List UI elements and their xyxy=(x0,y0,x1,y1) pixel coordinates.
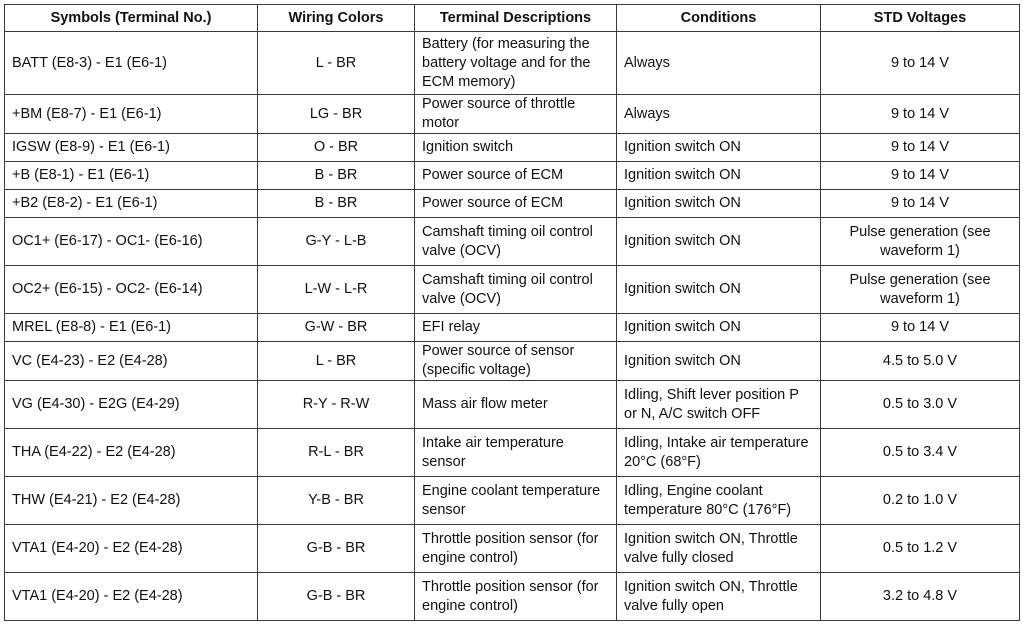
cell-conditions: Ignition switch ON xyxy=(617,314,821,342)
cell-wiring-colors: G-W - BR xyxy=(258,314,415,342)
table-row xyxy=(5,32,1020,95)
cell-terminal-description: Ignition switch xyxy=(415,134,617,162)
cell-terminal-description: Intake air temperature sensor xyxy=(415,429,617,477)
cell-terminal-description: Engine coolant temperature sensor xyxy=(415,477,617,525)
cell-symbol: THA (E4-22) - E2 (E4-28) xyxy=(5,429,258,477)
cell-wiring-colors: R-Y - R-W xyxy=(258,381,415,429)
cell-std-voltage: 0.5 to 3.4 V xyxy=(821,429,1020,477)
cell-terminal-description: Camshaft timing oil control valve (OCV) xyxy=(415,218,617,266)
cell-terminal-description: Throttle position sensor (for engine control) xyxy=(415,573,617,621)
cell-conditions: Always xyxy=(617,95,821,134)
cell-std-voltage: 4.5 to 5.0 V xyxy=(821,342,1020,381)
table-row xyxy=(5,134,1020,162)
cell-conditions: Idling, Engine coolant temperature 80°C (176°F) xyxy=(617,477,821,525)
cell-wiring-colors: G-B - BR xyxy=(258,525,415,573)
cell-symbol: +B (E8-1) - E1 (E6-1) xyxy=(5,162,258,190)
cell-symbol: BATT (E8-3) - E1 (E6-1) xyxy=(5,32,258,95)
cell-std-voltage: 9 to 14 V xyxy=(821,95,1020,134)
cell-wiring-colors: L - BR xyxy=(258,342,415,381)
cell-conditions: Idling, Intake air temperature 20°C (68°F) xyxy=(617,429,821,477)
cell-conditions: Ignition switch ON xyxy=(617,266,821,314)
cell-conditions: Ignition switch ON, Throttle valve fully open xyxy=(617,573,821,621)
cell-wiring-colors: B - BR xyxy=(258,190,415,218)
cell-symbol: OC1+ (E6-17) - OC1- (E6-16) xyxy=(5,218,258,266)
cell-wiring-colors: O - BR xyxy=(258,134,415,162)
header-wiring-colors: Wiring Colors xyxy=(258,5,415,32)
cell-wiring-colors: G-B - BR xyxy=(258,573,415,621)
table-row xyxy=(5,218,1020,266)
table-row xyxy=(5,573,1020,621)
cell-symbol: IGSW (E8-9) - E1 (E6-1) xyxy=(5,134,258,162)
cell-terminal-description: Power source of ECM xyxy=(415,162,617,190)
table-row xyxy=(5,525,1020,573)
cell-wiring-colors: B - BR xyxy=(258,162,415,190)
cell-conditions: Ignition switch ON xyxy=(617,134,821,162)
table-row xyxy=(5,381,1020,429)
table-row xyxy=(5,429,1020,477)
table-row xyxy=(5,314,1020,342)
cell-wiring-colors: LG - BR xyxy=(258,95,415,134)
cell-std-voltage: 0.5 to 1.2 V xyxy=(821,525,1020,573)
cell-conditions: Ignition switch ON xyxy=(617,190,821,218)
cell-symbol: OC2+ (E6-15) - OC2- (E6-14) xyxy=(5,266,258,314)
cell-conditions: Idling, Shift lever position P or N, A/C switch OFF xyxy=(617,381,821,429)
cell-std-voltage: 9 to 14 V xyxy=(821,32,1020,95)
table-row xyxy=(5,190,1020,218)
cell-symbol: THW (E4-21) - E2 (E4-28) xyxy=(5,477,258,525)
cell-symbol: VC (E4-23) - E2 (E4-28) xyxy=(5,342,258,381)
cell-symbol: +BM (E8-7) - E1 (E6-1) xyxy=(5,95,258,134)
cell-wiring-colors: R-L - BR xyxy=(258,429,415,477)
table-row xyxy=(5,95,1020,134)
table-row xyxy=(5,162,1020,190)
cell-symbol: +B2 (E8-2) - E1 (E6-1) xyxy=(5,190,258,218)
cell-std-voltage: 9 to 14 V xyxy=(821,162,1020,190)
cell-terminal-description: Power source of ECM xyxy=(415,190,617,218)
cell-conditions: Ignition switch ON xyxy=(617,218,821,266)
cell-conditions: Ignition switch ON xyxy=(617,342,821,381)
cell-std-voltage: 9 to 14 V xyxy=(821,190,1020,218)
cell-terminal-description: Mass air flow meter xyxy=(415,381,617,429)
header-terminal-descriptions: Terminal Descriptions xyxy=(415,5,617,32)
cell-symbol: MREL (E8-8) - E1 (E6-1) xyxy=(5,314,258,342)
cell-symbol: VTA1 (E4-20) - E2 (E4-28) xyxy=(5,573,258,621)
cell-conditions: Ignition switch ON, Throttle valve fully closed xyxy=(617,525,821,573)
cell-std-voltage: 9 to 14 V xyxy=(821,314,1020,342)
table-row xyxy=(5,266,1020,314)
table-row xyxy=(5,477,1020,525)
cell-terminal-description: Throttle position sensor (for engine control) xyxy=(415,525,617,573)
cell-std-voltage: 3.2 to 4.8 V xyxy=(821,573,1020,621)
cell-std-voltage: Pulse generation (see waveform 1) xyxy=(821,266,1020,314)
table-row xyxy=(5,342,1020,381)
cell-wiring-colors: Y-B - BR xyxy=(258,477,415,525)
ecm-terminal-table xyxy=(4,4,1020,621)
cell-symbol: VG (E4-30) - E2G (E4-29) xyxy=(5,381,258,429)
cell-terminal-description: Power source of throttle motor xyxy=(415,95,617,134)
cell-wiring-colors: G-Y - L-B xyxy=(258,218,415,266)
header-symbols: Symbols (Terminal No.) xyxy=(5,5,258,32)
header-std-voltages: STD Voltages xyxy=(821,5,1020,32)
cell-terminal-description: Battery (for measuring the battery voltage and for the ECM memory) xyxy=(415,32,617,95)
cell-std-voltage: Pulse generation (see waveform 1) xyxy=(821,218,1020,266)
cell-symbol: VTA1 (E4-20) - E2 (E4-28) xyxy=(5,525,258,573)
cell-terminal-description: EFI relay xyxy=(415,314,617,342)
cell-terminal-description: Camshaft timing oil control valve (OCV) xyxy=(415,266,617,314)
cell-std-voltage: 0.5 to 3.0 V xyxy=(821,381,1020,429)
cell-conditions: Ignition switch ON xyxy=(617,162,821,190)
header-conditions: Conditions xyxy=(617,5,821,32)
cell-std-voltage: 0.2 to 1.0 V xyxy=(821,477,1020,525)
cell-std-voltage: 9 to 14 V xyxy=(821,134,1020,162)
cell-conditions: Always xyxy=(617,32,821,95)
cell-wiring-colors: L-W - L-R xyxy=(258,266,415,314)
cell-terminal-description: Power source of sensor (specific voltage) xyxy=(415,342,617,381)
header-row xyxy=(5,5,1020,32)
cell-wiring-colors: L - BR xyxy=(258,32,415,95)
